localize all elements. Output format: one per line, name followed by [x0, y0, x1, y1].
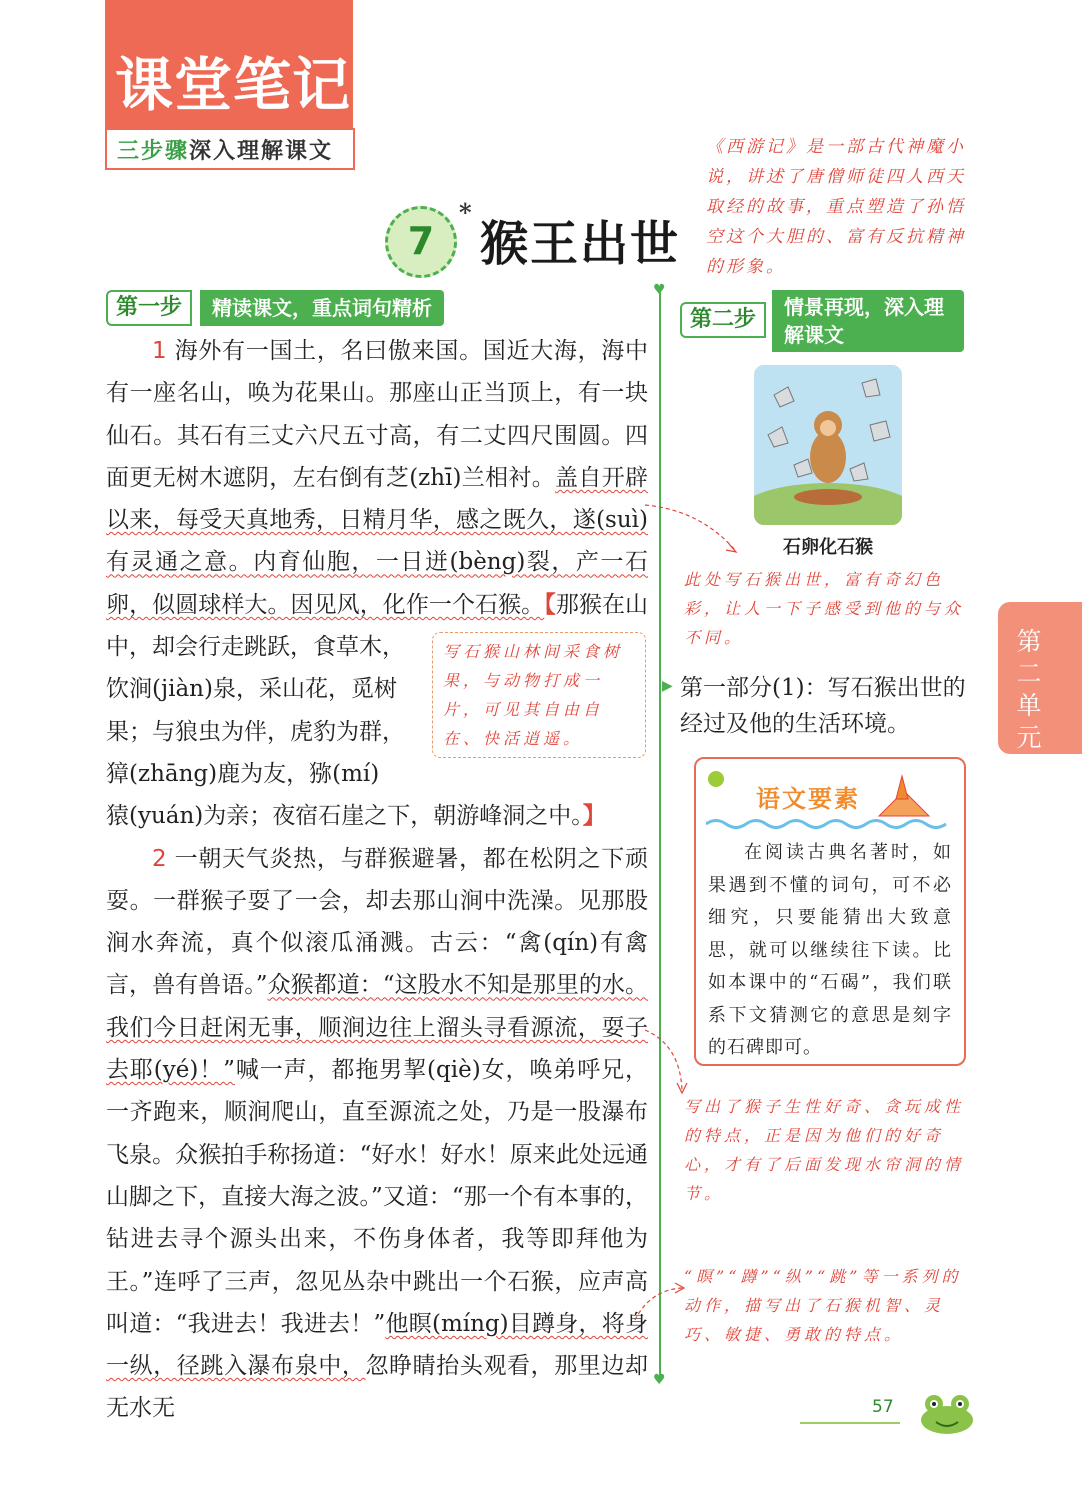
unit-side-tab	[998, 602, 1082, 754]
lesson-star-mark: *	[459, 198, 472, 227]
paragraph-1-bracketed-line: 獐(zhāng)鹿为友，猕(mí)	[106, 760, 380, 787]
inline-annotation-box	[432, 632, 646, 758]
paragraph-1-bracketed: 那猴在山中，却会行走跳跃，食草木，	[106, 591, 649, 661]
heart-icon: ♥	[653, 282, 666, 298]
footer-line	[800, 1422, 900, 1424]
paper-crane-icon	[874, 771, 934, 821]
connector-arrow-icon	[630, 1280, 690, 1330]
header-subtitle-box	[105, 128, 355, 170]
wave-divider-icon	[706, 817, 956, 831]
intro-note: 《西游记》是一部古代神魔小说，讲述了唐僧师徒四人西天取经的故事，重点塑造了孙悟空这个大胆的、富有反抗精神的形象。	[706, 137, 966, 277]
paragraph-number: 2	[152, 845, 167, 872]
dot-icon	[708, 771, 724, 787]
header-banner	[105, 0, 353, 128]
language-element-title: 语文要素	[756, 785, 860, 813]
illustration-stone-monkey	[754, 365, 902, 525]
lesson-title: 猴王出世	[480, 216, 681, 272]
paragraph-2-text: 一朝天气炎热，与群猴避暑，都在松阴之下顽耍。一群猴子耍了一会，却去那山涧中洗澡。见那股涧水奔流，真个似滚瓜涌溅。古云：“禽(qín)有禽言，兽有兽语。”	[106, 845, 649, 999]
paragraph-2	[106, 838, 648, 1430]
annotation-stone-birth: 此处写石猴出世，富有奇幻色彩，让人一下子感受到他的与众不同。	[684, 570, 965, 647]
paragraph-1-underlined: 盖自开辟以来，每受天真地秀，日精月华，感之既久，遂(suì)有灵通之意。内育仙胞，一日迸(bèng)裂，产一石卵，似圆球样大。因见风，化作一个石猴。	[106, 464, 649, 618]
paragraph-2-text: 忽睁睛抬头观看，那里边却无水无	[106, 1353, 649, 1422]
paragraph-1-bracketed-line: 猿(yuán)为亲；夜宿石崖之下，朝游峰洞之中。	[106, 803, 583, 830]
paragraph-2-underlined: 众猴都道：“这股水不知是那里的水。我们今日赶闲无事，顺涧边往上溜头寻看源流，耍子去耶(yé)！”	[106, 972, 648, 1084]
arrow-right-icon: ▶	[662, 678, 673, 694]
paragraph-1	[106, 330, 648, 668]
header-title: 课堂笔记	[115, 51, 352, 119]
bracket-close: 】	[582, 802, 606, 830]
paragraph-1-text: 海外有一国土，名曰傲来国。国近大海，海中有一座名山，唤为花果山。那座山正当顶上，有一块仙石。其石有三丈六尺五寸高，有二丈四尺围圆。四面更无树木遮阴，左右倒有芝(zhī)兰相衬。	[106, 338, 649, 491]
annotation-verbs: “瞑”“蹲”“纵”“跳”等一系列的动作，描写出了石猴机智、灵巧、敏捷、勇敢的特点。	[684, 1267, 962, 1344]
part1-summary: 第一部分(1)：写石猴出世的经过及他的生活环境。	[680, 675, 966, 737]
step2-tab	[680, 290, 965, 350]
unit-side-tab-label: 第二单元	[1016, 627, 1042, 752]
lesson-number-badge: 7	[385, 206, 457, 278]
header-subtitle	[117, 134, 333, 165]
paragraph-2-underlined: 他瞑(míng)目蹲身，将身一纵，径跳入瀑布泉中，	[106, 1310, 648, 1380]
paragraph-2-text: 喊一声，都拖男挈(qiè)女，唤弟呼兄，一齐跑来，顺涧爬山，直至源流之处，乃是一股瀑布飞泉。众猴拍手称扬道：“好水！好水！原来此处远通山脚之下，直接大海之波。”又道：“那一个有本事的，钻进去寻个源头出来，不伤身体者，我等即拜他为王。”连呼了三声，忽见丛杂中跳出一个石猴，应声高叫道：“我进去！我进去！”	[106, 1057, 648, 1337]
body-text	[106, 330, 648, 1430]
heart-icon: ♥	[653, 1372, 666, 1388]
language-element-box	[694, 757, 966, 1066]
step1-label: 第一步	[106, 290, 192, 326]
language-element-text: 在阅读古典名著时，如果遇到不懂的词句，可不必细究，只要能猜出大致意思，就可以继续往下读。比如本课中的“石碣”，我们联系下文猜测它的意思是刻字的石碑即可。	[708, 842, 952, 1058]
header-subtitle-rest: 深入理解课文	[189, 138, 334, 164]
paragraph-number: 1	[152, 338, 167, 364]
step1-text: 精读课文，重点词句精析	[200, 290, 444, 326]
connector-arrow-icon	[640, 1025, 700, 1100]
frog-icon	[912, 1390, 982, 1436]
bracket-open: 【	[544, 590, 556, 618]
illustration-caption: 石卵化石猴	[783, 537, 873, 558]
step2-label: 第二步	[680, 302, 766, 338]
step1-tab	[106, 290, 486, 326]
paragraph-1-end	[106, 795, 648, 837]
header-subtitle-green: 三步骤	[117, 138, 190, 164]
paragraph-1-bracketed-line: 饮涧(jiàn)泉，采山花，觅树	[106, 676, 397, 703]
paragraph-1-bracketed-line: 果；与狼虫为伴，虎豹为群，	[106, 718, 405, 745]
annotation-monkey-curiosity: 写出了猴子生性好奇、贪玩成性的特点，正是因为他们的好奇心，才有了后面发现水帘洞的情节。	[684, 1097, 965, 1203]
column-divider	[659, 290, 661, 1380]
page-number: 57	[872, 1397, 894, 1417]
inline-annotation-text: 写石猴山林间采食树果，与动物打成一片，可见其自由自在、快活逍遥。	[443, 642, 624, 748]
step2-text: 情景再现，深入理解课文	[772, 290, 964, 352]
header-logo	[105, 0, 353, 168]
